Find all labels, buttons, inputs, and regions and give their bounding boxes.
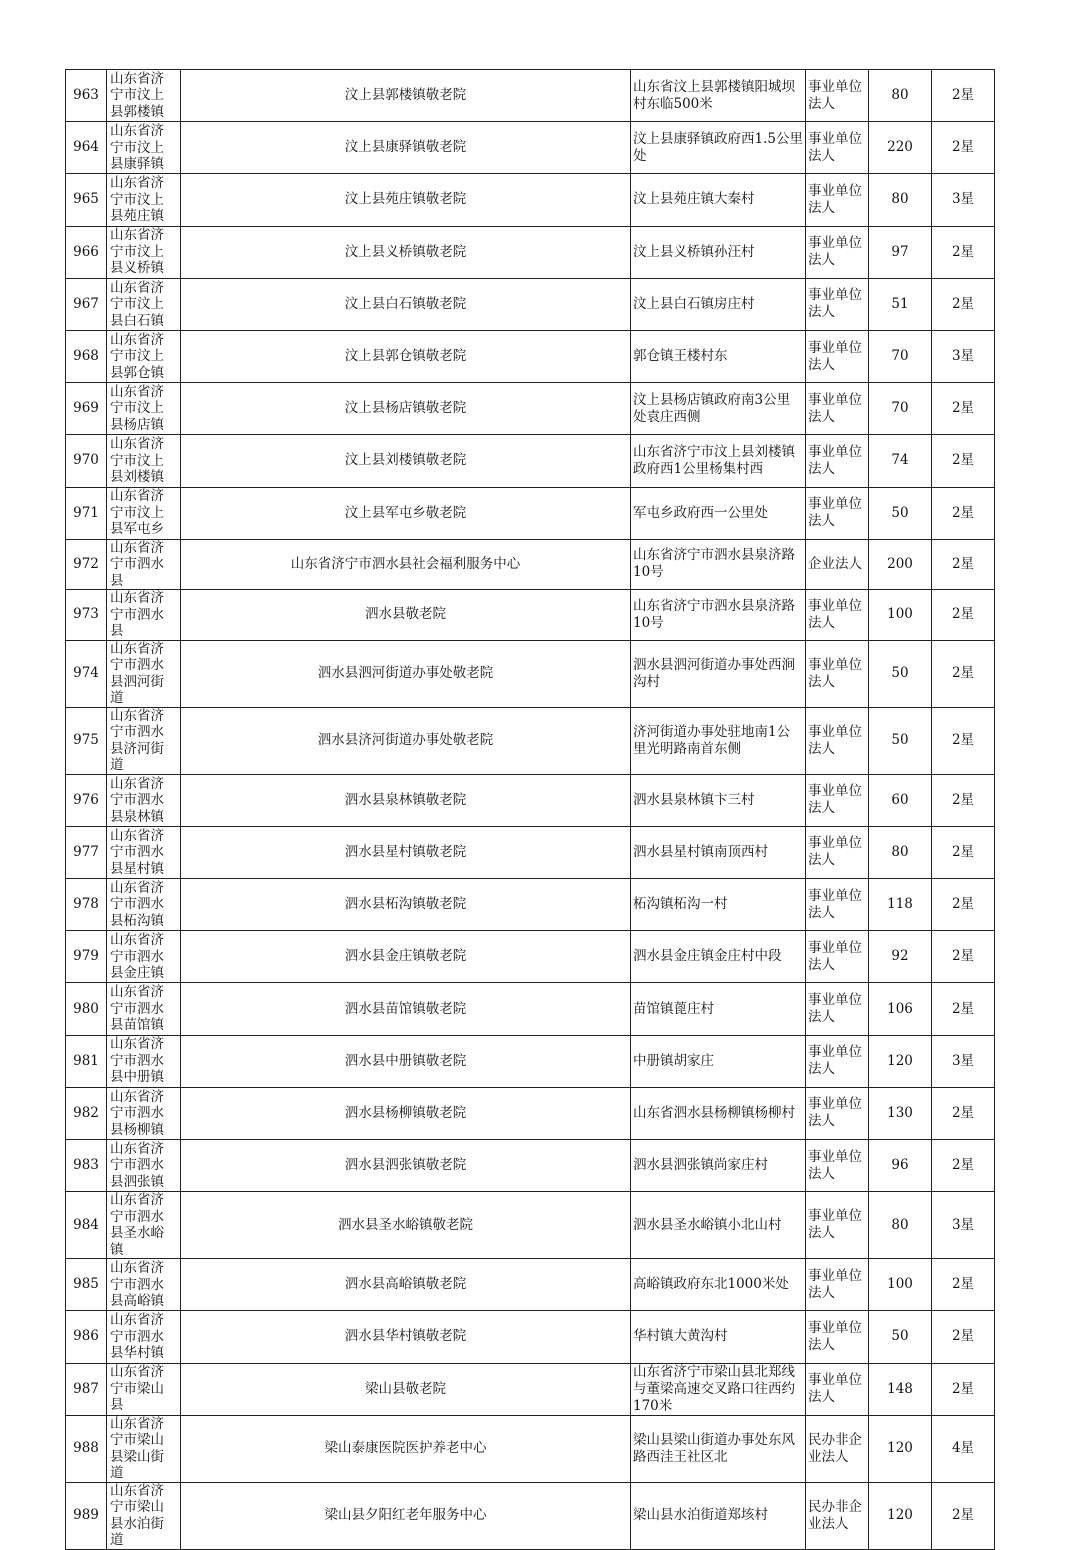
table-row <box>66 435 995 487</box>
row-number-cell: 989 <box>66 1482 107 1549</box>
address-cell: 济河街道办事处驻地南1公里光明路南首东侧 <box>631 707 806 774</box>
region-cell: 山东省济宁市泗水县济河街道 <box>107 707 181 774</box>
address-cell: 梁山县梁山街道办事处东风路西洼王社区北 <box>631 1415 806 1482</box>
facility-name-cell: 梁山泰康医院医护养老中心 <box>181 1415 631 1482</box>
table-row <box>66 122 995 174</box>
row-number-cell: 963 <box>66 70 107 122</box>
legal-type-cell: 事业单位法人 <box>806 983 869 1035</box>
bed-count-cell: 148 <box>869 1363 932 1415</box>
region-cell: 山东省济宁市梁山县 <box>107 1363 181 1415</box>
table-row <box>66 1259 995 1311</box>
star-rating-cell: 2星 <box>932 931 995 983</box>
star-rating-cell: 2星 <box>932 383 995 435</box>
region-cell: 山东省济宁市汶上县郭仓镇 <box>107 330 181 382</box>
bed-count-cell: 50 <box>869 707 932 774</box>
bed-count-cell: 60 <box>869 774 932 826</box>
star-rating-cell: 2星 <box>932 826 995 878</box>
region-cell: 山东省济宁市汶上县军屯乡 <box>107 487 181 539</box>
star-rating-cell: 2星 <box>932 435 995 487</box>
facility-name-cell: 汶上县郭楼镇敬老院 <box>181 70 631 122</box>
legal-type-cell: 事业单位法人 <box>806 707 869 774</box>
facility-name-cell: 汶上县军屯乡敬老院 <box>181 487 631 539</box>
legal-type-cell: 事业单位法人 <box>806 330 869 382</box>
address-cell: 汶上县苑庄镇大秦村 <box>631 174 806 226</box>
legal-type-cell: 事业单位法人 <box>806 590 869 641</box>
facility-name-cell: 泗水县高峪镇敬老院 <box>181 1259 631 1311</box>
star-rating-cell: 3星 <box>932 1035 995 1087</box>
star-rating-cell: 2星 <box>932 590 995 641</box>
address-cell: 汶上县义桥镇孙汪村 <box>631 226 806 278</box>
region-cell: 山东省济宁市汶上县郭楼镇 <box>107 70 181 122</box>
row-number-cell: 986 <box>66 1311 107 1363</box>
star-rating-cell: 2星 <box>932 1140 995 1192</box>
address-cell: 汶上县杨店镇政府南3公里处袁庄西侧 <box>631 383 806 435</box>
row-number-cell: 965 <box>66 174 107 226</box>
table-row <box>66 278 995 330</box>
region-cell: 山东省济宁市汶上县苑庄镇 <box>107 174 181 226</box>
legal-type-cell: 事业单位法人 <box>806 826 869 878</box>
region-cell: 山东省济宁市泗水县高峪镇 <box>107 1259 181 1311</box>
address-cell: 柘沟镇柘沟一村 <box>631 879 806 931</box>
row-number-cell: 988 <box>66 1415 107 1482</box>
row-number-cell: 975 <box>66 707 107 774</box>
legal-type-cell: 民办非企业法人 <box>806 1482 869 1549</box>
region-cell: 山东省济宁市汶上县白石镇 <box>107 278 181 330</box>
facility-name-cell: 泗水县苗馆镇敬老院 <box>181 983 631 1035</box>
address-cell: 苗馆镇蓖庄村 <box>631 983 806 1035</box>
bed-count-cell: 100 <box>869 590 932 641</box>
facility-name-cell: 泗水县柘沟镇敬老院 <box>181 879 631 931</box>
facility-name-cell: 梁山县敬老院 <box>181 1363 631 1415</box>
star-rating-cell: 2星 <box>932 122 995 174</box>
bed-count-cell: 51 <box>869 278 932 330</box>
bed-count-cell: 80 <box>869 174 932 226</box>
table-row <box>66 226 995 278</box>
table-row <box>66 879 995 931</box>
address-cell: 泗水县泗河街道办事处西涧沟村 <box>631 640 806 707</box>
legal-type-cell: 事业单位法人 <box>806 226 869 278</box>
row-number-cell: 967 <box>66 278 107 330</box>
star-rating-cell: 2星 <box>932 539 995 590</box>
bed-count-cell: 120 <box>869 1415 932 1482</box>
address-cell: 华村镇大黄沟村 <box>631 1311 806 1363</box>
row-number-cell: 981 <box>66 1035 107 1087</box>
bed-count-cell: 200 <box>869 539 932 590</box>
address-cell: 郭仓镇王楼村东 <box>631 330 806 382</box>
row-number-cell: 982 <box>66 1087 107 1139</box>
address-cell: 汶上县白石镇房庄村 <box>631 278 806 330</box>
star-rating-cell: 2星 <box>932 226 995 278</box>
facility-name-cell: 汶上县康驿镇敬老院 <box>181 122 631 174</box>
legal-type-cell: 民办非企业法人 <box>806 1415 869 1482</box>
row-number-cell: 970 <box>66 435 107 487</box>
row-number-cell: 983 <box>66 1140 107 1192</box>
region-cell: 山东省济宁市泗水县中册镇 <box>107 1035 181 1087</box>
region-cell: 山东省济宁市泗水县泗河街道 <box>107 640 181 707</box>
table-row <box>66 70 995 122</box>
facility-name-cell: 泗水县泗张镇敬老院 <box>181 1140 631 1192</box>
bed-count-cell: 100 <box>869 1259 932 1311</box>
legal-type-cell: 事业单位法人 <box>806 1311 869 1363</box>
region-cell: 山东省济宁市泗水县苗馆镇 <box>107 983 181 1035</box>
region-cell: 山东省济宁市汶上县义桥镇 <box>107 226 181 278</box>
row-number-cell: 966 <box>66 226 107 278</box>
legal-type-cell: 事业单位法人 <box>806 1035 869 1087</box>
address-cell: 山东省汶上县郭楼镇阳城坝村东临500米 <box>631 70 806 122</box>
table-row <box>66 1140 995 1192</box>
star-rating-cell: 3星 <box>932 330 995 382</box>
star-rating-cell: 3星 <box>932 174 995 226</box>
table-row <box>66 707 995 774</box>
star-rating-cell: 2星 <box>932 640 995 707</box>
legal-type-cell: 事业单位法人 <box>806 931 869 983</box>
region-cell: 山东省济宁市泗水县柘沟镇 <box>107 879 181 931</box>
table-row <box>66 1482 995 1549</box>
legal-type-cell: 事业单位法人 <box>806 1192 869 1259</box>
address-cell: 梁山县水泊街道郑垓村 <box>631 1482 806 1549</box>
legal-type-cell: 事业单位法人 <box>806 174 869 226</box>
region-cell: 山东省济宁市泗水县泗张镇 <box>107 1140 181 1192</box>
bed-count-cell: 80 <box>869 826 932 878</box>
legal-type-cell: 事业单位法人 <box>806 487 869 539</box>
row-number-cell: 977 <box>66 826 107 878</box>
address-cell: 泗水县圣水峪镇小北山村 <box>631 1192 806 1259</box>
star-rating-cell: 2星 <box>932 278 995 330</box>
region-cell: 山东省济宁市泗水县星村镇 <box>107 826 181 878</box>
row-number-cell: 985 <box>66 1259 107 1311</box>
row-number-cell: 968 <box>66 330 107 382</box>
row-number-cell: 974 <box>66 640 107 707</box>
region-cell: 山东省济宁市梁山县梁山街道 <box>107 1415 181 1482</box>
address-cell: 泗水县金庄镇金庄村中段 <box>631 931 806 983</box>
address-cell: 高峪镇政府东北1000米处 <box>631 1259 806 1311</box>
bed-count-cell: 50 <box>869 1311 932 1363</box>
facility-name-cell: 泗水县华村镇敬老院 <box>181 1311 631 1363</box>
address-cell: 泗水县泉林镇卞三村 <box>631 774 806 826</box>
facility-name-cell: 山东省济宁市泗水县社会福利服务中心 <box>181 539 631 590</box>
bed-count-cell: 96 <box>869 1140 932 1192</box>
region-cell: 山东省济宁市汶上县杨店镇 <box>107 383 181 435</box>
facility-name-cell: 泗水县泉林镇敬老院 <box>181 774 631 826</box>
table-body <box>66 70 995 1550</box>
table-row <box>66 590 995 641</box>
star-rating-cell: 2星 <box>932 1087 995 1139</box>
star-rating-cell: 3星 <box>932 1192 995 1259</box>
table-row <box>66 1363 995 1415</box>
region-cell: 山东省济宁市泗水县杨柳镇 <box>107 1087 181 1139</box>
address-cell: 山东省泗水县杨柳镇杨柳村 <box>631 1087 806 1139</box>
legal-type-cell: 事业单位法人 <box>806 278 869 330</box>
address-cell: 泗水县星村镇南顶西村 <box>631 826 806 878</box>
bed-count-cell: 106 <box>869 983 932 1035</box>
legal-type-cell: 企业法人 <box>806 539 869 590</box>
bed-count-cell: 80 <box>869 70 932 122</box>
row-number-cell: 976 <box>66 774 107 826</box>
table-row <box>66 1311 995 1363</box>
row-number-cell: 984 <box>66 1192 107 1259</box>
region-cell: 山东省济宁市泗水县泉林镇 <box>107 774 181 826</box>
address-cell: 山东省济宁市汶上县刘楼镇政府西1公里杨集村西 <box>631 435 806 487</box>
star-rating-cell: 2星 <box>932 1259 995 1311</box>
facility-name-cell: 泗水县泗河街道办事处敬老院 <box>181 640 631 707</box>
legal-type-cell: 事业单位法人 <box>806 435 869 487</box>
region-cell: 山东省济宁市汶上县康驿镇 <box>107 122 181 174</box>
facility-name-cell: 梁山县夕阳红老年服务中心 <box>181 1482 631 1549</box>
legal-type-cell: 事业单位法人 <box>806 122 869 174</box>
star-rating-cell: 2星 <box>932 879 995 931</box>
bed-count-cell: 50 <box>869 640 932 707</box>
table-row <box>66 383 995 435</box>
address-cell: 山东省济宁市泗水县泉济路10号 <box>631 590 806 641</box>
bed-count-cell: 120 <box>869 1035 932 1087</box>
bed-count-cell: 74 <box>869 435 932 487</box>
star-rating-cell: 2星 <box>932 774 995 826</box>
bed-count-cell: 130 <box>869 1087 932 1139</box>
facility-name-cell: 泗水县圣水峪镇敬老院 <box>181 1192 631 1259</box>
row-number-cell: 969 <box>66 383 107 435</box>
legal-type-cell: 事业单位法人 <box>806 1259 869 1311</box>
bed-count-cell: 97 <box>869 226 932 278</box>
address-cell: 山东省济宁市梁山县北郑线与董梁高速交叉路口往西约170米 <box>631 1363 806 1415</box>
bed-count-cell: 118 <box>869 879 932 931</box>
facility-name-cell: 汶上县苑庄镇敬老院 <box>181 174 631 226</box>
bed-count-cell: 50 <box>869 487 932 539</box>
address-cell: 山东省济宁市泗水县泉济路10号 <box>631 539 806 590</box>
facility-name-cell: 泗水县敬老院 <box>181 590 631 641</box>
region-cell: 山东省济宁市汶上县刘楼镇 <box>107 435 181 487</box>
table-row <box>66 931 995 983</box>
table-row <box>66 174 995 226</box>
bed-count-cell: 70 <box>869 383 932 435</box>
legal-type-cell: 事业单位法人 <box>806 640 869 707</box>
row-number-cell: 987 <box>66 1363 107 1415</box>
facility-name-cell: 汶上县义桥镇敬老院 <box>181 226 631 278</box>
facility-name-cell: 泗水县杨柳镇敬老院 <box>181 1087 631 1139</box>
registry-table <box>65 69 995 1550</box>
region-cell: 山东省济宁市梁山县水泊街道 <box>107 1482 181 1549</box>
table-row <box>66 1415 995 1482</box>
table-row <box>66 330 995 382</box>
table-row <box>66 640 995 707</box>
facility-name-cell: 泗水县星村镇敬老院 <box>181 826 631 878</box>
star-rating-cell: 2星 <box>932 487 995 539</box>
row-number-cell: 973 <box>66 590 107 641</box>
row-number-cell: 972 <box>66 539 107 590</box>
address-cell: 泗水县泗张镇尚家庄村 <box>631 1140 806 1192</box>
region-cell: 山东省济宁市泗水县金庄镇 <box>107 931 181 983</box>
row-number-cell: 979 <box>66 931 107 983</box>
star-rating-cell: 2星 <box>932 1482 995 1549</box>
table-row <box>66 983 995 1035</box>
star-rating-cell: 4星 <box>932 1415 995 1482</box>
address-cell: 汶上县康驿镇政府西1.5公里处 <box>631 122 806 174</box>
star-rating-cell: 2星 <box>932 70 995 122</box>
row-number-cell: 964 <box>66 122 107 174</box>
bed-count-cell: 92 <box>869 931 932 983</box>
legal-type-cell: 事业单位法人 <box>806 1087 869 1139</box>
region-cell: 山东省济宁市泗水县华村镇 <box>107 1311 181 1363</box>
bed-count-cell: 70 <box>869 330 932 382</box>
facility-name-cell: 泗水县中册镇敬老院 <box>181 1035 631 1087</box>
table-row <box>66 826 995 878</box>
star-rating-cell: 2星 <box>932 1311 995 1363</box>
facility-name-cell: 汶上县郭仓镇敬老院 <box>181 330 631 382</box>
table-row <box>66 1087 995 1139</box>
table-row <box>66 774 995 826</box>
star-rating-cell: 2星 <box>932 1363 995 1415</box>
legal-type-cell: 事业单位法人 <box>806 383 869 435</box>
legal-type-cell: 事业单位法人 <box>806 879 869 931</box>
bed-count-cell: 220 <box>869 122 932 174</box>
region-cell: 山东省济宁市泗水县圣水峪镇 <box>107 1192 181 1259</box>
address-cell: 军屯乡政府西一公里处 <box>631 487 806 539</box>
table-row <box>66 487 995 539</box>
facility-name-cell: 泗水县济河街道办事处敬老院 <box>181 707 631 774</box>
row-number-cell: 980 <box>66 983 107 1035</box>
legal-type-cell: 事业单位法人 <box>806 774 869 826</box>
star-rating-cell: 2星 <box>932 983 995 1035</box>
star-rating-cell: 2星 <box>932 707 995 774</box>
legal-type-cell: 事业单位法人 <box>806 1140 869 1192</box>
address-cell: 中册镇胡家庄 <box>631 1035 806 1087</box>
facility-name-cell: 汶上县杨店镇敬老院 <box>181 383 631 435</box>
table-row <box>66 1192 995 1259</box>
region-cell: 山东省济宁市泗水县 <box>107 590 181 641</box>
region-cell: 山东省济宁市泗水县 <box>107 539 181 590</box>
legal-type-cell: 事业单位法人 <box>806 1363 869 1415</box>
legal-type-cell: 事业单位法人 <box>806 70 869 122</box>
facility-name-cell: 泗水县金庄镇敬老院 <box>181 931 631 983</box>
table-row <box>66 1035 995 1087</box>
facility-name-cell: 汶上县刘楼镇敬老院 <box>181 435 631 487</box>
facility-name-cell: 汶上县白石镇敬老院 <box>181 278 631 330</box>
bed-count-cell: 80 <box>869 1192 932 1259</box>
bed-count-cell: 120 <box>869 1482 932 1549</box>
row-number-cell: 978 <box>66 879 107 931</box>
row-number-cell: 971 <box>66 487 107 539</box>
table-row <box>66 539 995 590</box>
